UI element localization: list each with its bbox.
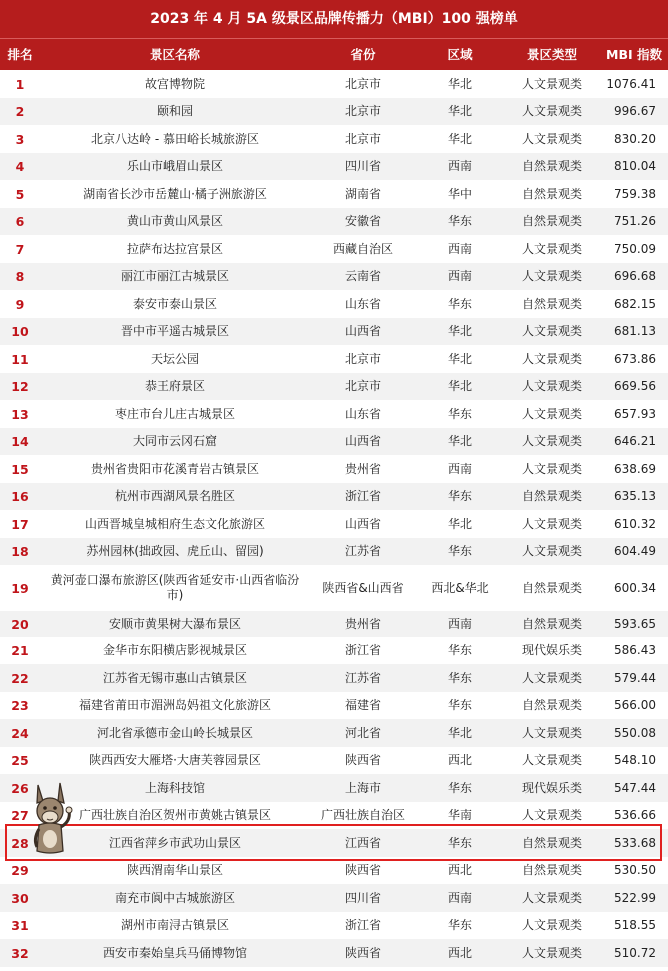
cell-rank: 17 [11, 516, 29, 532]
cell-rank: 10 [11, 324, 29, 339]
cell-province: 四川省 [344, 890, 381, 905]
cell-region: 华东 [447, 643, 472, 657]
cell-mbi: 530.50 [614, 863, 656, 877]
cell-province: 山西省 [344, 324, 381, 338]
cell-region: 华东 [447, 698, 472, 712]
cell-province: 北京市 [344, 379, 381, 393]
cell-mbi: 759.38 [614, 186, 656, 201]
cell-rank: 8 [15, 269, 25, 284]
cell-name: 颐和园 [156, 104, 193, 118]
cell-mbi: 810.04 [614, 159, 656, 173]
table-row [0, 538, 668, 565]
cell-region: 华中 [447, 186, 472, 201]
cell-province: 山东省 [344, 406, 381, 421]
header-province: 省份 [350, 47, 376, 62]
cell-name: 西安市秦始皇兵马俑博物馆 [102, 945, 247, 960]
cell-name: 大同市云冈石窟 [132, 434, 217, 448]
cell-rank: 18 [11, 544, 29, 559]
cell-rank: 32 [11, 945, 29, 961]
cell-type: 人文景观类 [521, 104, 582, 118]
cell-rank: 19 [11, 580, 29, 596]
cell-rank: 25 [11, 753, 29, 768]
table-row [0, 235, 668, 263]
cell-name: 贵州省贵阳市花溪青岩古镇景区 [90, 461, 259, 476]
cell-mbi: 681.13 [614, 324, 656, 338]
cell-rank: 12 [11, 379, 29, 394]
cell-rank: 7 [15, 241, 25, 257]
cell-type: 人文景观类 [521, 753, 582, 767]
table-row [0, 153, 668, 180]
cell-province: 安徽省 [344, 214, 381, 228]
cell-name: 金华市东阳横店影视城景区 [102, 643, 247, 657]
cell-province: 北京市 [344, 131, 381, 146]
cell-mbi: 696.68 [614, 269, 656, 283]
table-row [0, 180, 668, 208]
cell-rank: 11 [11, 351, 29, 367]
cell-province: 河北省 [344, 725, 381, 740]
cell-mbi: 510.72 [614, 945, 656, 960]
cell-rank: 4 [15, 159, 25, 174]
cell-rank: 21 [11, 643, 29, 658]
cell-name: 故宫博物院 [144, 77, 205, 91]
cell-province: 山东省 [344, 296, 381, 311]
table-row [0, 611, 668, 637]
cell-province: 陕西省 [344, 753, 381, 767]
cell-type: 人文景观类 [521, 544, 582, 558]
cell-type: 自然景观类 [521, 580, 582, 595]
table-row [0, 565, 668, 611]
table-row [0, 125, 668, 153]
cell-type: 人文景观类 [521, 890, 582, 905]
cell-name: 广西壮族自治区贺州市黄姚古镇景区 [78, 808, 271, 822]
cell-region: 西南 [447, 461, 472, 476]
cell-type: 人文景观类 [521, 725, 582, 740]
cell-province: 云南省 [344, 269, 381, 283]
cell-region: 西南 [447, 890, 472, 905]
cell-mbi: 682.15 [614, 296, 656, 311]
table-row [0, 428, 668, 455]
cell-mbi: 638.69 [614, 461, 656, 476]
cell-region: 华北 [447, 434, 472, 448]
cell-mbi: 536.66 [614, 808, 656, 822]
cell-name: 北京八达岭 - 慕田峪长城旅游区 [91, 131, 259, 146]
cell-region: 华南 [447, 808, 472, 822]
header-rank: 排名 [7, 47, 33, 62]
cell-rank: 16 [11, 489, 29, 504]
header-type: 景区类型 [526, 47, 577, 62]
cell-rank: 9 [15, 296, 25, 312]
cell-rank: 31 [11, 918, 29, 933]
cell-mbi: 566.00 [614, 698, 656, 712]
highlight-box [5, 824, 662, 861]
cell-province: 湖南省 [344, 186, 381, 201]
cell-name: 河北省承德市金山岭长城景区 [96, 725, 253, 740]
cell-type: 自然景观类 [521, 296, 582, 311]
table-row [0, 510, 668, 538]
cell-name: 丽江市丽江古城景区 [120, 269, 229, 283]
table-row [0, 637, 668, 664]
cell-region: 西北 [447, 753, 472, 767]
cell-mbi: 657.93 [614, 406, 656, 421]
cell-type: 现代娱乐类 [521, 780, 582, 795]
cell-name: 南充市阆中古城旅游区 [114, 890, 235, 905]
cell-province: 贵州省 [344, 461, 381, 476]
cell-region: 华东 [447, 918, 472, 932]
cell-province: 江苏省 [344, 670, 381, 685]
page-title: 2023 年 4 月 5A 级景区品牌传播力（MBI）100 强榜单 [0, 0, 668, 38]
header-name: 景区名称 [149, 47, 200, 62]
table-row [0, 208, 668, 235]
cell-type: 自然景观类 [521, 835, 582, 850]
cell-region: 华北 [447, 131, 472, 146]
cell-region: 华北 [447, 77, 472, 91]
cell-province: 广西壮族自治区 [320, 808, 405, 822]
cell-region: 华北 [447, 324, 472, 338]
cell-name: 天坛公园 [150, 351, 199, 366]
cell-type: 自然景观类 [521, 863, 582, 877]
cell-region: 西南 [447, 269, 472, 283]
cell-mbi: 586.43 [614, 643, 656, 657]
cell-mbi: 579.44 [614, 670, 656, 685]
cell-name: 黄山市黄山风景区 [126, 214, 223, 228]
table-row [0, 373, 668, 400]
cell-mbi: 593.65 [614, 616, 656, 631]
cell-name: 上海科技馆 [144, 780, 205, 795]
cell-region: 西北&华北 [431, 580, 489, 595]
cell-mbi: 550.08 [614, 725, 656, 740]
cell-name: 江西省萍乡市武功山景区 [108, 835, 241, 850]
cell-name: 山西晋城皇城相府生态文化旅游区 [84, 516, 265, 531]
cell-type: 人文景观类 [521, 77, 582, 91]
cell-region: 华北 [447, 351, 472, 366]
table-row [0, 483, 668, 510]
cell-name: 苏州园林(拙政园、虎丘山、留园) [86, 544, 264, 558]
cell-rank: 26 [11, 780, 29, 796]
cell-region: 华北 [447, 104, 472, 118]
cell-mbi: 646.21 [614, 434, 656, 448]
cell-mbi: 750.09 [614, 241, 656, 256]
cell-mbi: 518.55 [614, 918, 656, 932]
donkey-mascot-icon [27, 781, 73, 859]
cell-type: 人文景观类 [521, 351, 582, 366]
table-row [0, 290, 668, 318]
cell-rank: 29 [11, 863, 29, 878]
table-row [0, 747, 668, 774]
cell-rank: 3 [15, 131, 25, 147]
cell-region: 华东 [447, 670, 472, 685]
cell-province: 上海市 [344, 780, 381, 795]
cell-name: 乐山市峨眉山景区 [126, 159, 223, 173]
cell-type: 现代娱乐类 [521, 643, 582, 657]
cell-type: 人文景观类 [521, 808, 582, 822]
table-row [0, 318, 668, 345]
cell-province: 江西省 [344, 835, 381, 850]
cell-rank: 14 [11, 434, 29, 449]
cell-type: 自然景观类 [521, 159, 582, 173]
cell-rank: 20 [11, 616, 29, 632]
cell-name: 黄河壶口瀑布旅游区(陕西省延安市·山西省临汾市) [50, 573, 300, 602]
cell-mbi: 751.26 [614, 214, 656, 228]
cell-region: 华东 [447, 780, 472, 795]
cell-province: 浙江省 [344, 643, 381, 657]
cell-type: 自然景观类 [521, 616, 582, 631]
cell-type: 自然景观类 [521, 698, 582, 712]
cell-name: 拉萨布达拉宫景区 [126, 241, 223, 256]
cell-rank: 24 [11, 725, 29, 741]
cell-rank: 5 [15, 186, 25, 202]
cell-name: 恭王府景区 [144, 379, 205, 393]
cell-province: 山西省 [344, 516, 381, 531]
cell-region: 西南 [447, 241, 472, 256]
cell-type: 自然景观类 [521, 186, 582, 201]
cell-type: 人文景观类 [521, 241, 582, 256]
cell-rank: 30 [11, 890, 29, 906]
cell-region: 西南 [447, 159, 472, 173]
cell-rank: 28 [11, 835, 29, 851]
cell-province: 贵州省 [344, 616, 381, 631]
cell-mbi: 604.49 [614, 544, 656, 558]
cell-rank: 13 [11, 406, 29, 422]
cell-mbi: 669.56 [614, 379, 656, 393]
cell-type: 自然景观类 [521, 214, 582, 228]
cell-province: 北京市 [344, 77, 381, 91]
cell-rank: 23 [11, 698, 29, 713]
cell-province: 江苏省 [344, 544, 381, 558]
cell-region: 西北 [447, 863, 472, 877]
table-row [0, 912, 668, 939]
cell-region: 华北 [447, 725, 472, 740]
cell-mbi: 673.86 [614, 351, 656, 366]
cell-region: 华东 [447, 214, 472, 228]
cell-region: 华东 [447, 835, 472, 850]
table-row [0, 884, 668, 912]
cell-rank: 27 [11, 808, 29, 823]
table-row [0, 939, 668, 967]
cell-type: 人文景观类 [521, 461, 582, 476]
cell-name: 陕西西安大雁塔·大唐芙蓉园景区 [89, 753, 261, 767]
cell-region: 西北 [447, 945, 472, 960]
cell-province: 北京市 [344, 104, 381, 118]
table-row [0, 774, 668, 802]
cell-mbi: 600.34 [614, 580, 656, 595]
cell-mbi: 522.99 [614, 890, 656, 905]
cell-type: 人文景观类 [521, 945, 582, 960]
cell-region: 华东 [447, 406, 472, 421]
table-row [0, 400, 668, 428]
cell-rank: 6 [15, 214, 25, 229]
cell-type: 人文景观类 [521, 434, 582, 448]
table-row [0, 263, 668, 290]
cell-type: 自然景观类 [521, 489, 582, 503]
cell-mbi: 610.32 [614, 516, 656, 531]
cell-region: 华东 [447, 544, 472, 558]
cell-mbi: 547.44 [614, 780, 656, 795]
cell-mbi: 996.67 [614, 104, 656, 118]
cell-region: 华北 [447, 379, 472, 393]
table-row [0, 455, 668, 483]
cell-name: 湖州市南浔古镇景区 [120, 918, 229, 932]
cell-type: 人文景观类 [521, 918, 582, 932]
cell-province: 陕西省 [344, 863, 381, 877]
cell-rank: 2 [15, 104, 25, 119]
table-row [0, 98, 668, 125]
cell-type: 人文景观类 [521, 379, 582, 393]
cell-name: 杭州市西湖风景名胜区 [114, 489, 235, 503]
cell-province: 北京市 [344, 351, 381, 366]
cell-type: 人文景观类 [521, 670, 582, 685]
cell-region: 华东 [447, 296, 472, 311]
cell-name: 江苏省无锡市惠山古镇景区 [102, 670, 247, 685]
cell-name: 泰安市泰山景区 [132, 296, 217, 311]
cell-name: 枣庄市台儿庄古城景区 [114, 406, 235, 421]
cell-mbi: 1076.41 [606, 77, 656, 91]
cell-mbi: 635.13 [614, 489, 656, 503]
cell-province: 浙江省 [344, 489, 381, 503]
cell-province: 陕西省&山西省 [322, 580, 404, 595]
cell-name: 晋中市平遥古城景区 [120, 324, 229, 338]
table-row [0, 345, 668, 373]
cell-province: 四川省 [344, 159, 381, 173]
cell-type: 人文景观类 [521, 406, 582, 421]
cell-rank: 22 [11, 670, 29, 686]
table-row [0, 719, 668, 747]
cell-province: 浙江省 [344, 918, 381, 932]
cell-type: 人文景观类 [521, 516, 582, 531]
cell-province: 西藏自治区 [332, 241, 393, 256]
cell-mbi: 830.20 [614, 131, 656, 146]
table-row [0, 692, 668, 719]
cell-name: 湖南省长沙市岳麓山·橘子洲旅游区 [83, 186, 267, 201]
header-region: 区域 [447, 47, 473, 62]
cell-region: 华东 [447, 489, 472, 503]
table-row [0, 857, 668, 884]
cell-region: 西南 [447, 616, 472, 631]
cell-rank: 15 [11, 461, 29, 477]
cell-name: 福建省莆田市湄洲岛妈祖文化旅游区 [78, 698, 271, 712]
cell-type: 人文景观类 [521, 324, 582, 338]
cell-name: 陕西渭南华山景区 [126, 863, 223, 877]
cell-rank: 1 [15, 77, 25, 92]
table-header [0, 38, 668, 70]
table-row [0, 664, 668, 692]
cell-region: 华北 [447, 516, 472, 531]
cell-type: 人文景观类 [521, 269, 582, 283]
cell-province: 陕西省 [344, 945, 381, 960]
cell-province: 山西省 [344, 434, 381, 448]
cell-type: 人文景观类 [521, 131, 582, 146]
cell-mbi: 548.10 [614, 753, 656, 767]
table-row [0, 71, 668, 98]
header-mbi: MBI 指数 [606, 47, 662, 62]
cell-province: 福建省 [344, 698, 381, 712]
cell-mbi: 533.68 [614, 835, 656, 850]
cell-name: 安顺市黄果树大瀑布景区 [108, 616, 241, 631]
